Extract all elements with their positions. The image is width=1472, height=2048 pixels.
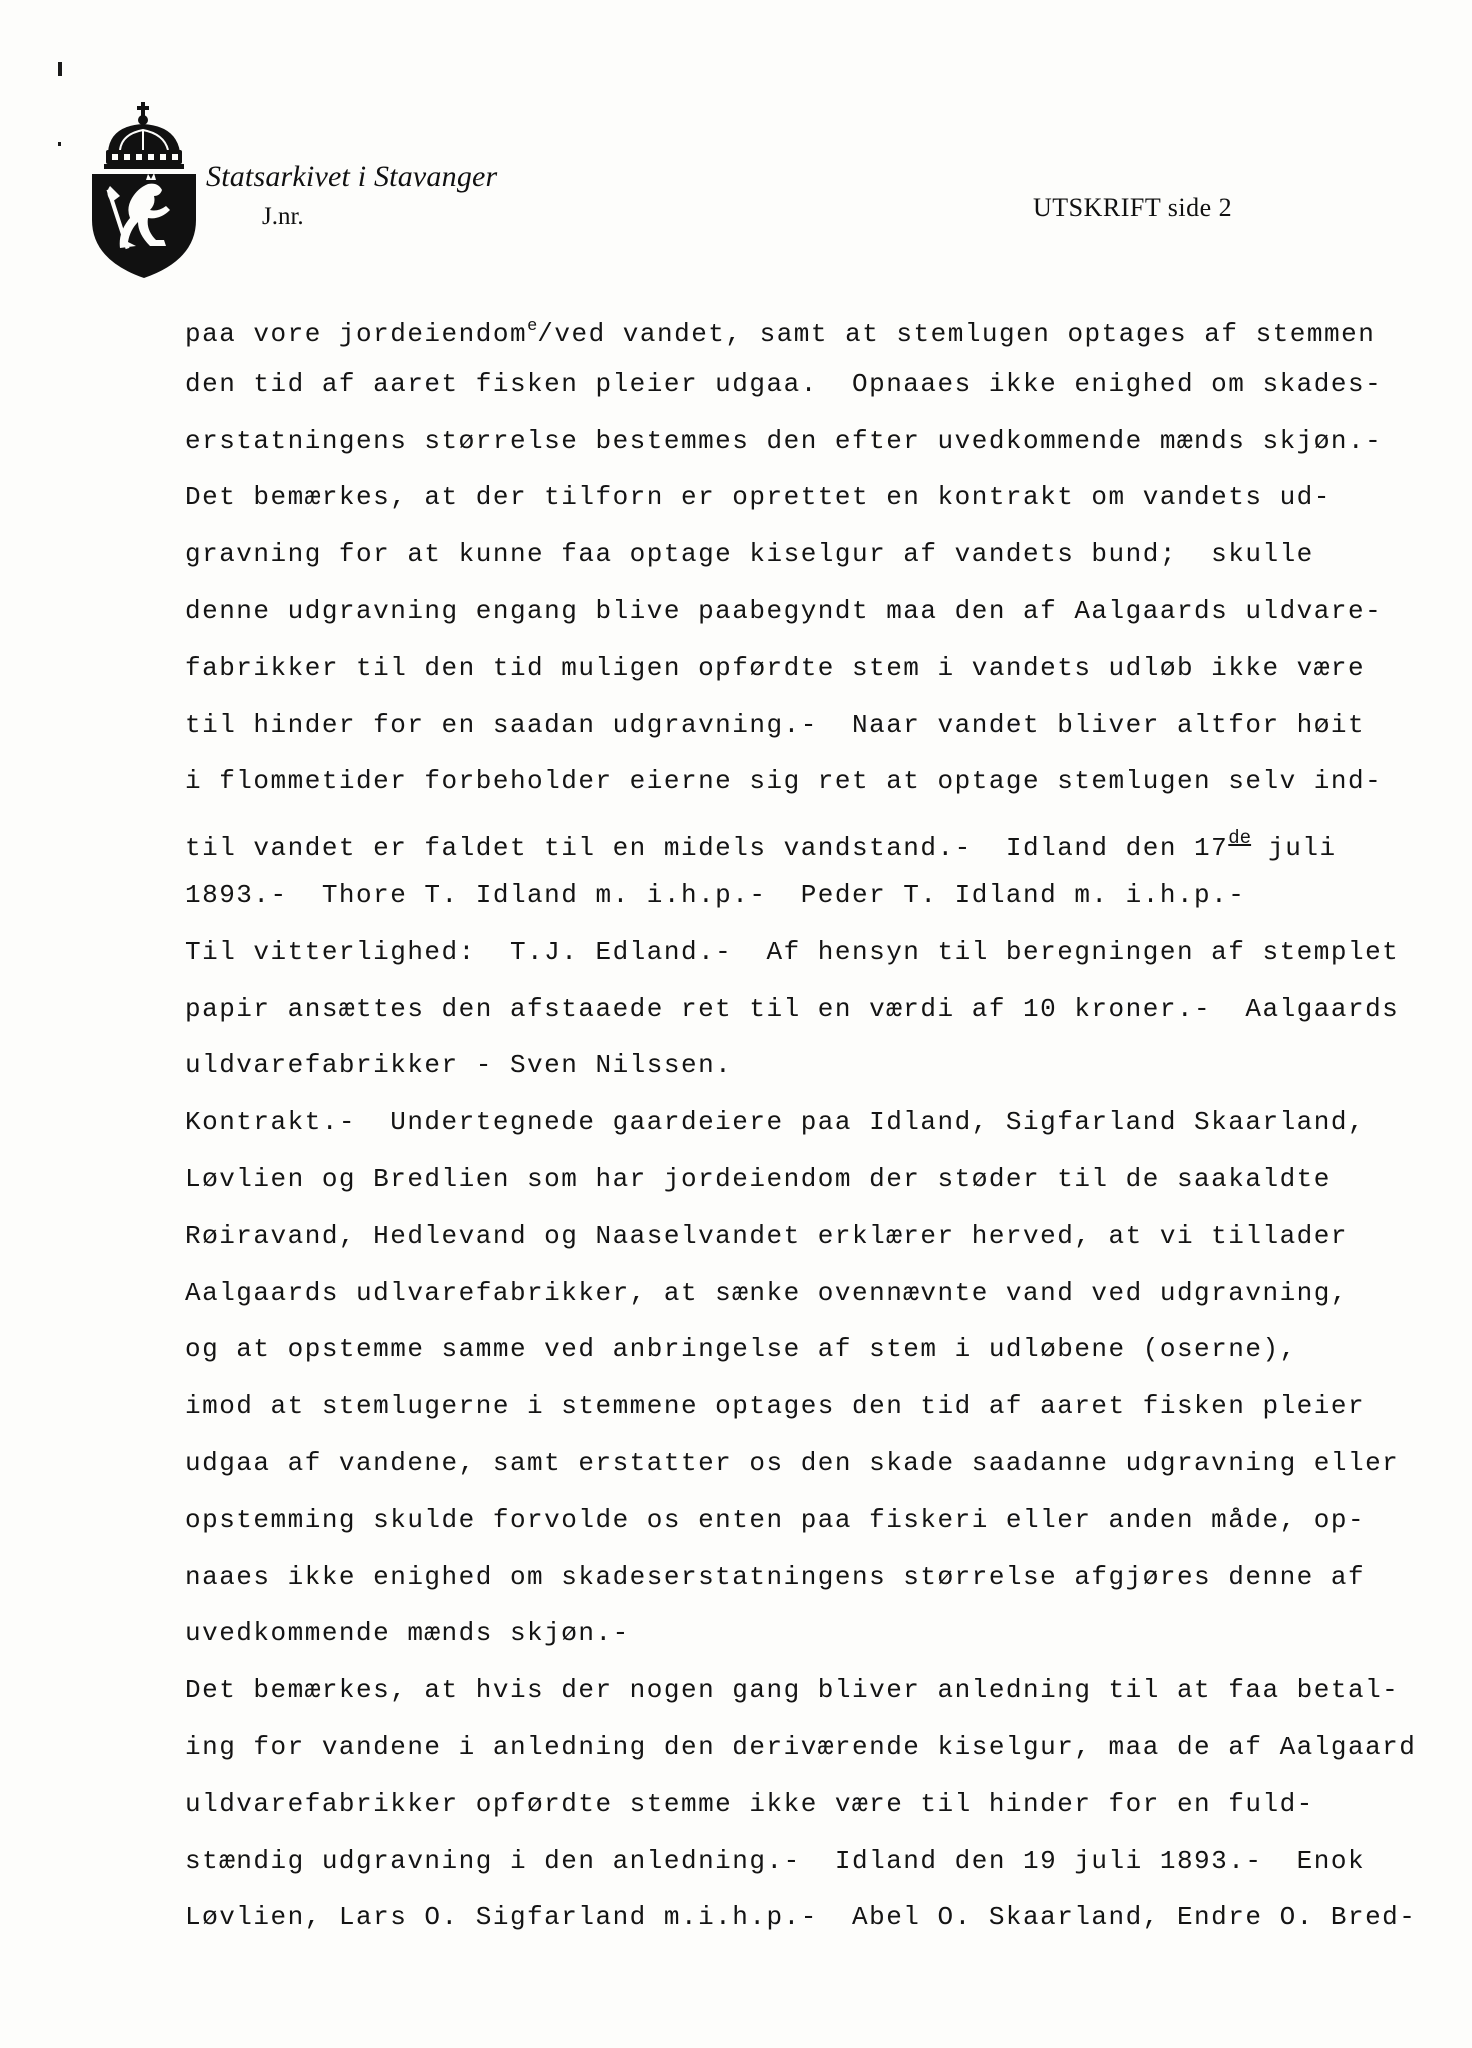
- text-line: den tid af aaret fisken pleier udgaa. Opnaaes ikke enighed om skades-: [185, 368, 1383, 399]
- text-segment: juli: [1251, 833, 1337, 864]
- text-line: Det bemærkes, at der tilforn er oprettet en kontrakt om vandets ud-: [185, 482, 1331, 513]
- text-line: papir ansættes den afstaaede ret til en værdi af 10 kroner.- Aalgaards: [185, 993, 1400, 1024]
- ordinal-superscript: de: [1228, 827, 1252, 850]
- text-line: Røiravand, Hedlevand og Naaselvandet erklærer herved, at vi tillader: [185, 1220, 1348, 1251]
- text-line: og at opstemme samme ved anbringelse af stem i udløbene (oserne),: [185, 1334, 1297, 1365]
- text-segment: paa vore jordeiendom: [185, 319, 528, 349]
- text-line: ing for vandene i anledning den deriværende kiselgur, maa de af Aalgaard: [185, 1731, 1417, 1762]
- text-line: Det bemærkes, at hvis der nogen gang bliver anledning til at faa betal-: [185, 1675, 1400, 1706]
- text-line: Løvlien og Bredlien som har jordeiendom der støder til de saakaldte: [185, 1163, 1331, 1194]
- text-line: til hinder for en saadan udgravning.- Naar vandet bliver altfor høit: [185, 709, 1366, 740]
- text-segment: til vandet er faldet til en midels vandstand.- Idland den 17: [185, 833, 1229, 864]
- text-line: gravning for at kunne faa optage kiselgur af vandets bund; skulle: [185, 539, 1314, 570]
- text-line: Aalgaards udlvarefabrikker, at sænke ovennævnte vand ved udgravning,: [185, 1277, 1348, 1308]
- norwegian-coat-of-arms: [86, 100, 202, 280]
- text-line: uldvarefabrikker - Sven Nilssen.: [185, 1050, 733, 1081]
- text-line: stændig udgravning i den anledning.- Idland den 19 juli 1893.- Enok: [185, 1845, 1366, 1876]
- text-line: uldvarefabrikker opførdte stemme ikke være til hinder for en fuld-: [185, 1788, 1314, 1819]
- text-line: 1893.- Thore T. Idland m. i.h.p.- Peder T. Idland m. i.h.p.-: [185, 879, 1246, 910]
- page-label: UTSKRIFT side 2: [1033, 193, 1233, 222]
- text-line: Til vitterlighed: T.J. Edland.- Af hensyn til beregningen af stemplet: [185, 936, 1400, 967]
- text-line: uvedkommende mænds skjøn.-: [185, 1618, 630, 1649]
- text-line: Løvlien, Lars O. Sigfarland m.i.h.p.- Abel O. Skaarland, Endre O. Bred-: [185, 1902, 1417, 1933]
- text-line: i flommetider forbeholder eierne sig ret at optage stemlugen selv ind-: [185, 766, 1383, 797]
- text-line: [185, 813, 1410, 870]
- text-line: udgaa af vandene, samt erstatter os den skade saadanne udgravning eller: [185, 1447, 1400, 1478]
- scan-mark-left: [58, 142, 61, 146]
- transcript-body: [185, 302, 1417, 1949]
- text-line: Kontrakt.- Undertegnede gaardeiere paa Idland, Sigfarland Skaarland,: [185, 1107, 1366, 1138]
- text-line: denne udgravning engang blive paabegyndt maa den af Aalgaards uldvare-: [185, 595, 1383, 626]
- text-line: opstemming skulde forvolde os enten paa fiskeri eller anden måde, op-: [185, 1504, 1366, 1535]
- text-line: naaes ikke enighed om skadeserstatningens størrelse afgjøres denne af: [185, 1561, 1366, 1592]
- text-line: erstatningens størrelse bestemmes den efter uvedkommende mænds skjøn.-: [185, 425, 1383, 456]
- text-line: [185, 302, 1410, 359]
- scan-mark-top: [58, 62, 62, 76]
- superscript-correction: e: [527, 317, 538, 336]
- text-line: fabrikker til den tid muligen opførdte stem i vandets udløb ikke være: [185, 652, 1366, 683]
- archive-name: Statsarkivet i Stavanger: [206, 160, 498, 193]
- text-line: imod at stemlugerne i stemmene optages den tid af aaret fisken pleier: [185, 1391, 1366, 1422]
- text-segment: /ved vandet, samt at stemlugen optages af stemmen: [537, 319, 1376, 349]
- journal-number-label: J.nr.: [262, 203, 304, 230]
